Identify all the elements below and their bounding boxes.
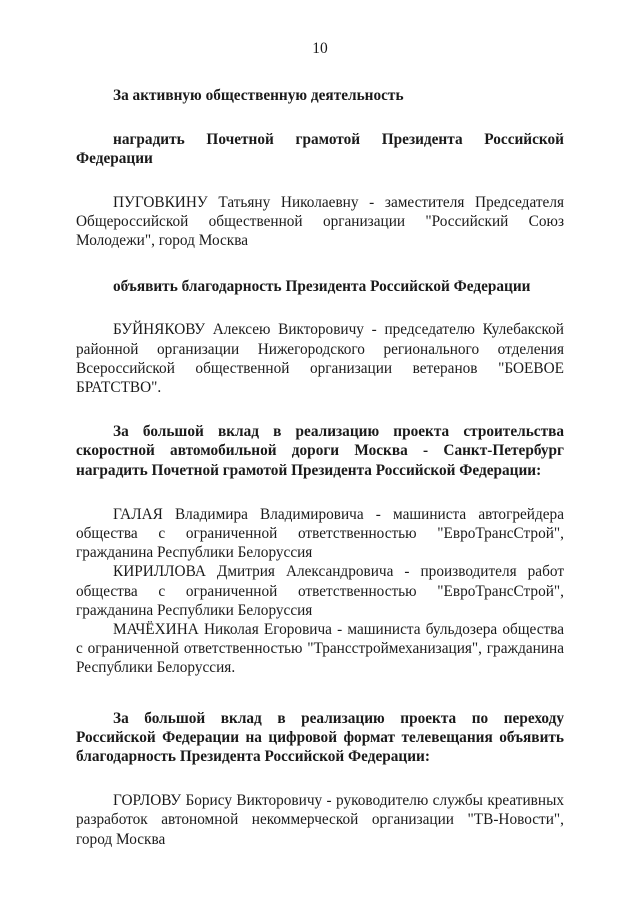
- award-entry: МАЧЁХИНА Николая Егоровича - машиниста бульдозера общества с ограниченной ответственностью "Трансстроймеханизация", гражданина Республики Белоруссия.: [76, 621, 564, 677]
- award-entry: КИРИЛЛОВА Дмитрия Александровича - производителя работ общества с ограниченной ответственностью "ЕвроТрансСтрой", гражданина Республики Белоруссия: [76, 563, 564, 619]
- award-entry: ГОРЛОВУ Борису Викторовичу - руководителю службы креативных разработок автономной некоммерческой организации "ТВ-Новости", город Москва: [76, 792, 564, 848]
- award-entry: ГАЛАЯ Владимира Владимировича - машиниста автогрейдера общества с ограниченной ответственностью "ЕвроТрансСтрой", гражданина Республики Белоруссия: [76, 505, 564, 562]
- section-heading: За большой вклад в реализацию проекта строительства скоростной автомобильной дороги Москва - Санкт-Петербург наградить Почетной грамотой Президента Российской Федерации:: [76, 423, 564, 479]
- page-number: 10: [312, 40, 328, 57]
- award-action: объявить благодарность Президента Российской Федерации: [113, 278, 531, 296]
- award-entry: БУЙНЯКОВУ Алексею Викторовичу - председателю Кулебакской районной организации Нижегородского регионального отделения Всероссийской общественной организации ветеранов "БОЕВОЕ БРАТСТВО".: [76, 321, 564, 397]
- award-entry: ПУГОВКИНУ Татьяну Николаевну - заместителя Председателя Общероссийской общественной организации "Российский Союз Молодежи", город Москва: [76, 193, 564, 250]
- section-heading: За большой вклад в реализацию проекта по переходу Российской Федерации на цифровой формат телевещания объявить благодарность Президента Российской Федерации:: [76, 709, 564, 766]
- award-action: наградить Почетной грамотой Президента Российской Федерации: [76, 131, 564, 168]
- document-body: [76, 86, 564, 849]
- section-heading: За активную общественную деятельность: [113, 87, 404, 104]
